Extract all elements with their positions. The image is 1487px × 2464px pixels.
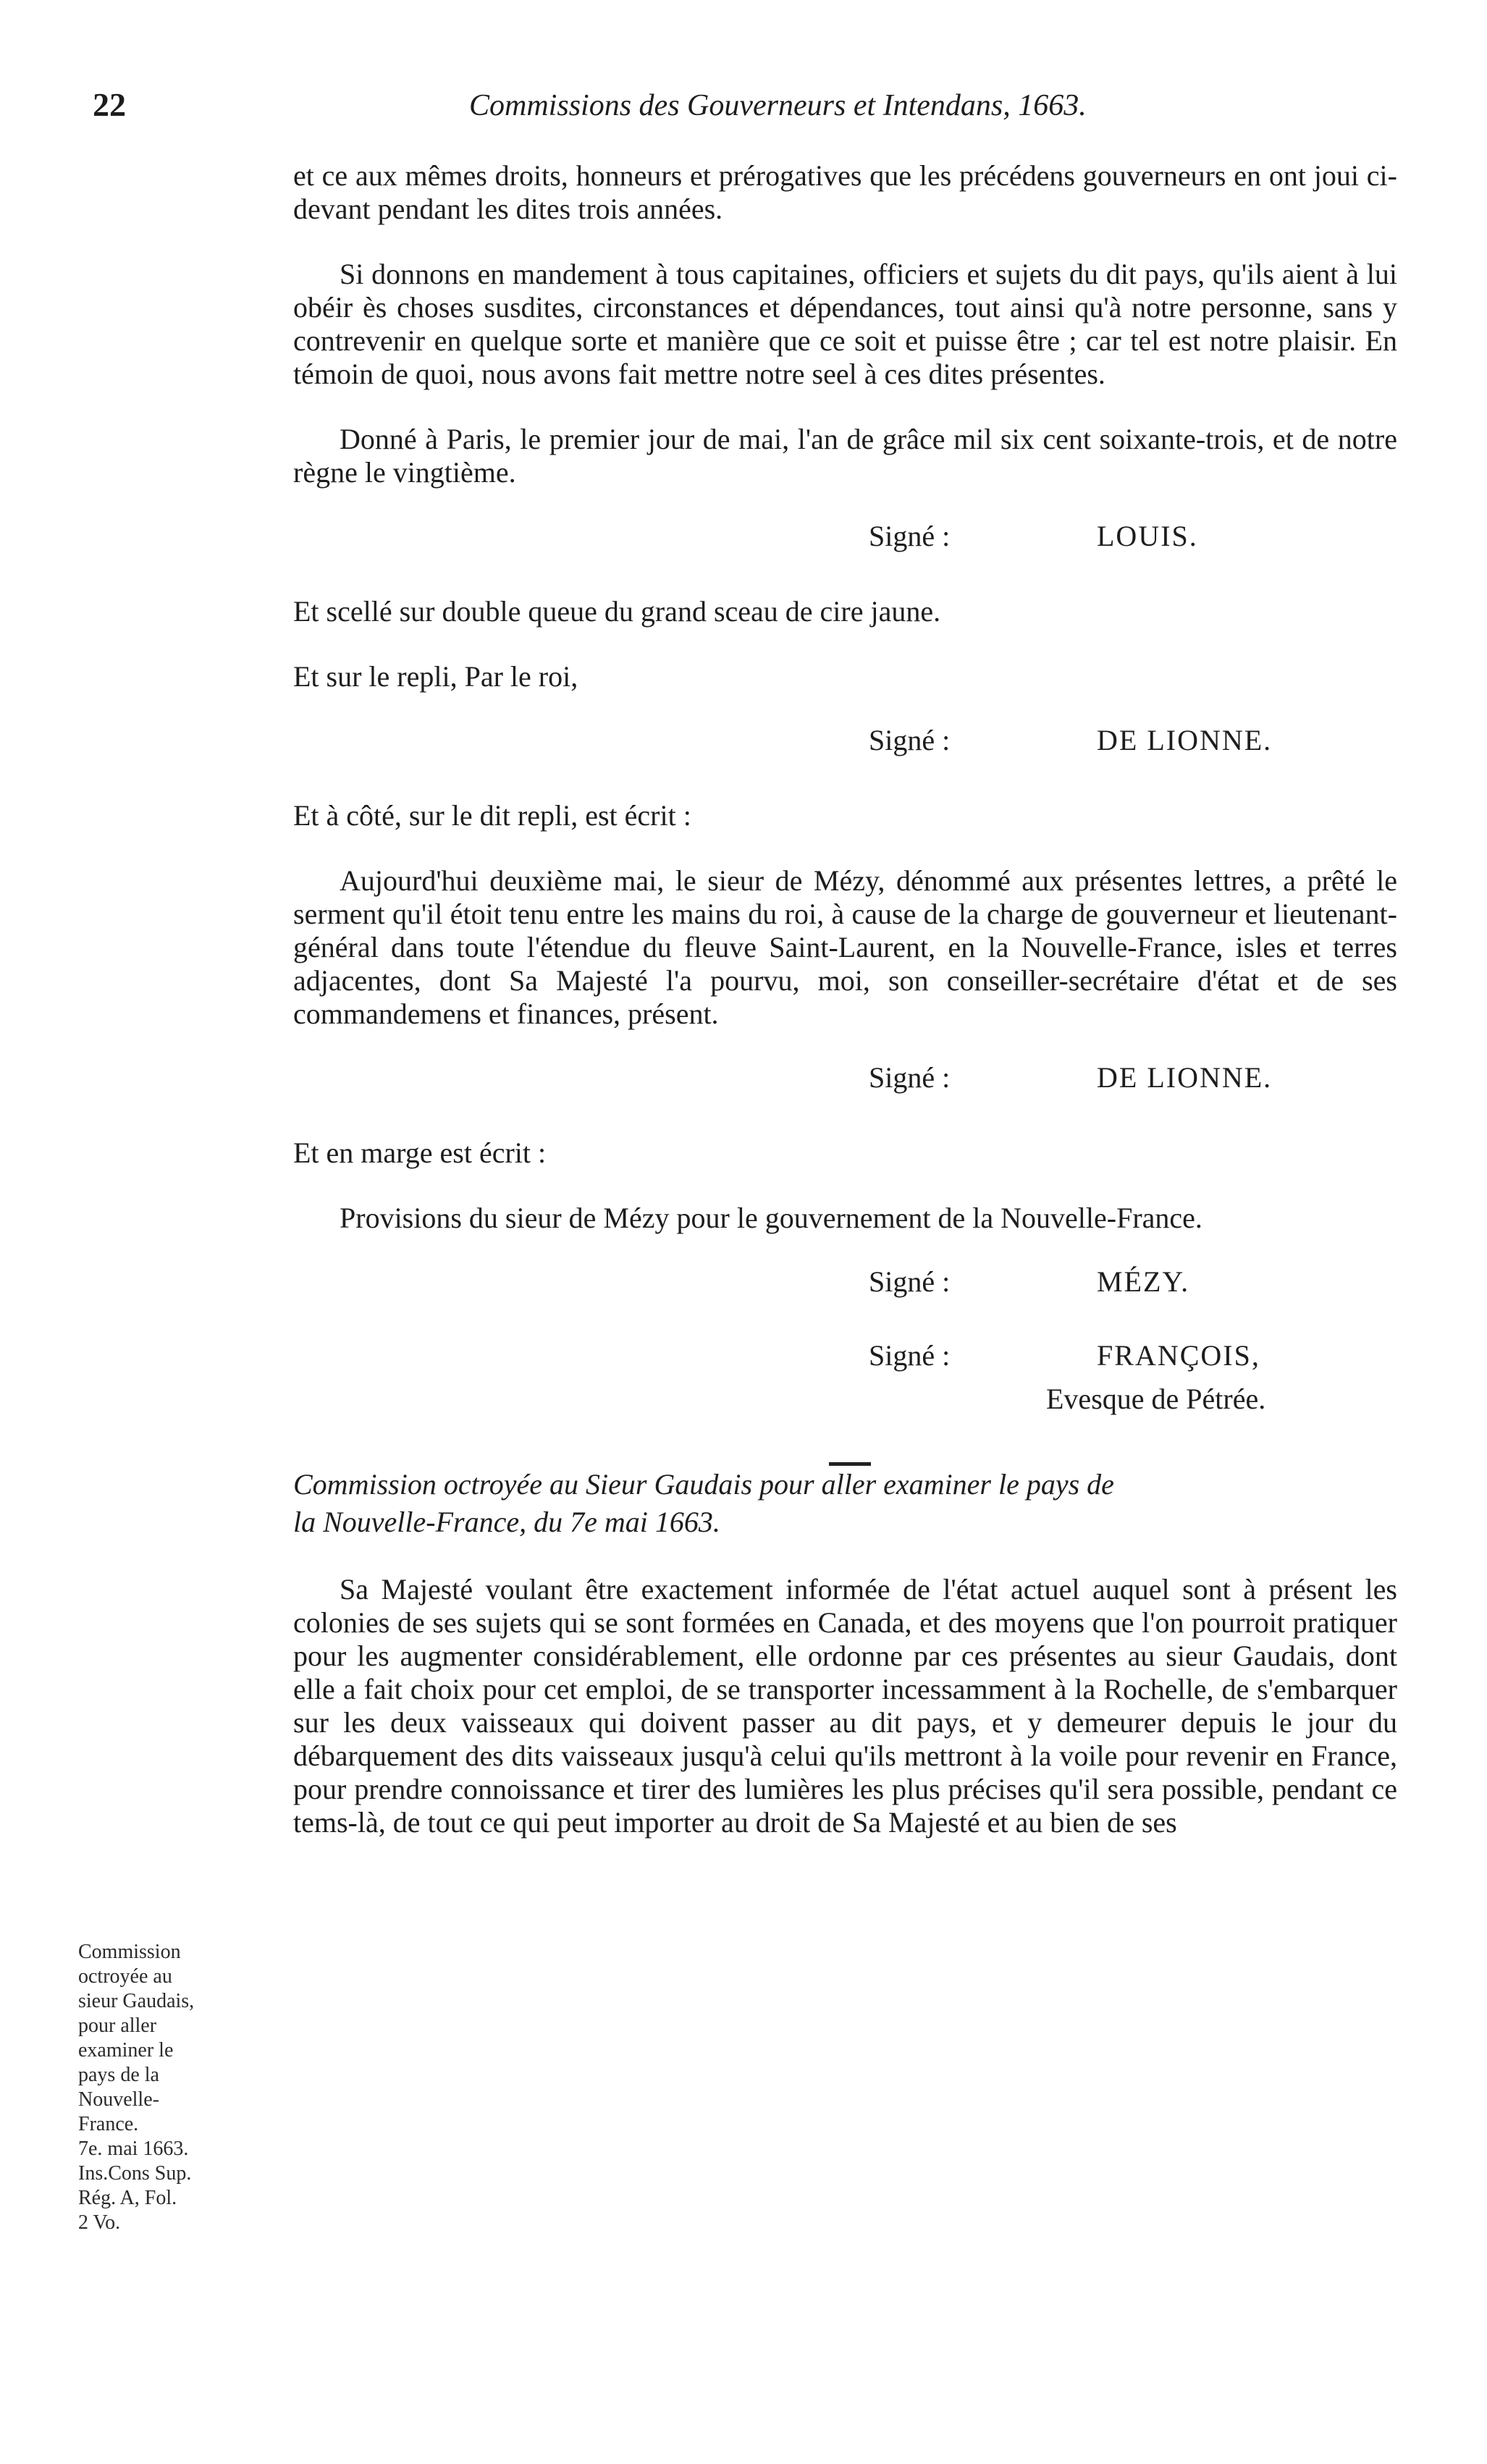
running-title: Commissions des Gouverneurs et Intendans, 1663. — [469, 89, 1087, 122]
signature-line — [293, 1061, 1397, 1105]
paragraph: Provisions du sieur de Mézy pour le gouvernement de la Nouvelle-France. — [340, 1202, 1202, 1234]
section-title — [293, 1466, 1397, 1541]
paragraph: Et en marge est écrit : — [293, 1136, 547, 1169]
margin-note-line: octroyée au — [78, 1965, 172, 1988]
margin-note-line: Nouvelle- — [78, 2088, 159, 2111]
paragraph: Aujourd'hui deuxième mai, le sieur de Mézy, dénommé aux présentes lettres, a prêté le serment qu'il étoit tenu entre les mains du roi, à cause de la charge de gouverneur et lieutenant-général dans toute l'étendue du fleuve Saint-Laurent, en la Nouvelle-France, isles et terres adjacentes, dont Sa Majesté l'a pourvu, moi, son conseiller-secrétaire d'état et de ses commandemens et finances, présent. — [293, 864, 1397, 1030]
signatory-name: LOUIS. — [1097, 520, 1198, 552]
main-text — [293, 159, 1397, 1839]
signature-line — [293, 724, 1397, 767]
signatory-name: DE LIONNE. — [1097, 724, 1273, 756]
signature-line — [293, 520, 1397, 563]
margin-note-line: Rég. A, Fol. — [78, 2187, 177, 2209]
margin-note-line: Ins.Cons Sup. — [78, 2162, 192, 2185]
paragraph: Et sur le repli, Par le roi, — [293, 660, 578, 693]
margin-note-line: Commission — [78, 1941, 181, 1963]
signatory-name: FRANÇOIS, — [1097, 1339, 1260, 1372]
margin-note-line: pays de la — [78, 2064, 159, 2086]
margin-note-line: examiner le — [78, 2039, 174, 2062]
margin-note-line: 7e. mai 1663. — [78, 2138, 189, 2160]
page-number: 22 — [93, 86, 126, 123]
signature-label: Signé : — [869, 1265, 951, 1298]
paragraph: Et scellé sur double queue du grand sceau de cire jaune. — [293, 595, 941, 628]
signature-line — [293, 1339, 1397, 1383]
margin-note-line: pour aller — [78, 2014, 157, 2037]
paragraph: Sa Majesté voulant être exactement informée de l'état actuel auquel sont à présent les colonies de ses sujets qui se sont formées en Canada, et des moyens que l'on pourroit pratiquer pour les augmenter considérablement, elle ordonne par ces présentes au sieur Gaudais, dont elle a fait choix pour cet emploi, de se transporter incessamment à la Rochelle, de s'embarquer sur les deux vaisseaux qui doivent passer au dit pays, et y demeurer depuis le jour du débarquement des dits vaisseaux jusqu'à celui qu'ils mettront à la voile pour revenir en France, pour prendre connoissance et tirer des lumières les plus précises qu'il sera possible, pendant ce tems-là, de tout ce qui peut importer au droit de Sa Majesté et au bien de ses — [293, 1573, 1397, 1839]
margin-note-line: sieur Gaudais, — [78, 1990, 195, 2012]
margin-note — [78, 1940, 274, 2235]
paragraph: Et à côté, sur le dit repli, est écrit : — [293, 799, 691, 832]
section-title-line: la Nouvelle-France, du 7e mai 1663. — [293, 1506, 720, 1538]
paragraph: Si donnons en mandement à tous capitaines, officiers et sujets du dit pays, qu'ils aient à lui obéir ès choses susdites, circonstances et dépendances, tout ainsi qu'à notre personne, sans y contrevenir en quelque sorte et manière que ce soit et puisse être ; car tel est notre plaisir. En témoin de quoi, nous avons fait mettre notre seel à ces dites présentes. — [293, 258, 1397, 390]
signatory-title-text: Evesque de Pétrée. — [1046, 1383, 1266, 1415]
margin-note-line: France. — [78, 2113, 139, 2135]
page-header — [93, 85, 1403, 136]
paragraph: et ce aux mêmes droits, honneurs et prérogatives que les précédens gouverneurs en ont joui ci-devant pendant les dites trois années. — [293, 159, 1397, 225]
paragraph: Donné à Paris, le premier jour de mai, l'an de grâce mil six cent soixante-trois, et de notre règne le vingtième. — [293, 423, 1397, 489]
signatory-name: DE LIONNE. — [1097, 1061, 1273, 1094]
section-title-line: Commission octroyée au Sieur Gaudais pour aller examiner le pays de — [293, 1468, 1114, 1501]
signature-label: Signé : — [869, 520, 951, 552]
signatory-name: MÉZY. — [1097, 1265, 1190, 1298]
margin-note-line: 2 Vo. — [78, 2211, 121, 2234]
signature-line — [293, 1265, 1397, 1309]
signatory-title — [293, 1383, 1397, 1419]
signature-label: Signé : — [869, 724, 951, 756]
signature-label: Signé : — [869, 1061, 951, 1094]
signature-label: Signé : — [869, 1339, 951, 1372]
